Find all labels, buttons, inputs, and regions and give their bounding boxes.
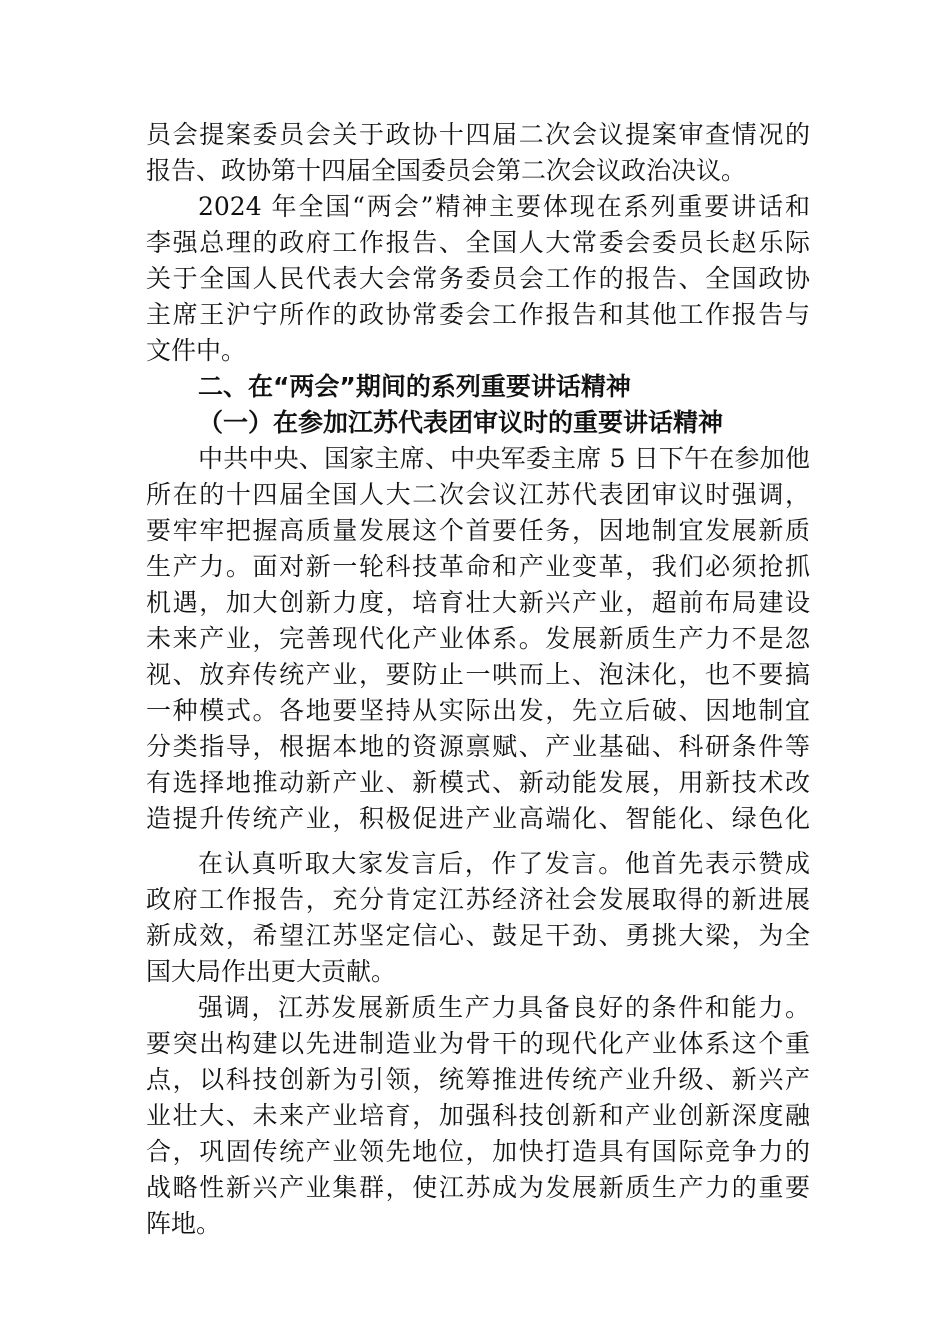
paragraph-line: 中共中央、国家主席、中央军委主席 5 日下午在参加他 bbox=[198, 444, 810, 473]
paragraph-line: 国大局作出更大贡献。 bbox=[146, 957, 397, 986]
paragraph-line: 员会提案委员会关于政协十四届二次会议提案审查情况的 bbox=[146, 120, 810, 149]
paragraph-line: 视、放弃传统产业，要防止一哄而上、泡沫化，也不要搞 bbox=[146, 660, 810, 689]
paragraph-line: 未来产业，完善现代化产业体系。发展新质生产力不是忽 bbox=[146, 624, 810, 653]
section-heading: 二、在“两会”期间的系列重要讲话精神 bbox=[198, 372, 631, 401]
paragraph-line: 文件中。 bbox=[146, 336, 247, 365]
paragraph-line: 政府工作报告，充分肯定江苏经济社会发展取得的新进展 bbox=[146, 885, 810, 914]
paragraph-line: 主席王沪宁所作的政协常委会工作报告和其他工作报告与 bbox=[146, 300, 810, 329]
paragraph-line: 业壮大、未来产业培育，加强科技创新和产业创新深度融 bbox=[146, 1101, 810, 1130]
paragraph-line: 关于全国人民代表大会常务委员会工作的报告、全国政协 bbox=[146, 264, 810, 293]
paragraph-line: 机遇，加大创新力度，培育壮大新兴产业，超前布局建设 bbox=[146, 588, 810, 617]
paragraph-line: 一种模式。各地要坚持从实际出发，先立后破、因地制宜 bbox=[146, 696, 810, 725]
paragraph-line: 生产力。面对新一轮科技革命和产业变革，我们必须抢抓 bbox=[146, 552, 810, 581]
paragraph-line: 李强总理的政府工作报告、全国人大常委会委员长赵乐际 bbox=[146, 228, 810, 257]
subsection-heading: （一）在参加江苏代表团审议时的重要讲话精神 bbox=[198, 408, 724, 437]
paragraph-line: 阵地。 bbox=[146, 1209, 222, 1238]
paragraph-line: 造提升传统产业，积极促进产业高端化、智能化、绿色化 bbox=[146, 804, 810, 833]
paragraph-line: 有选择地推动新产业、新模式、新动能发展，用新技术改 bbox=[146, 768, 810, 797]
paragraph-line: 所在的十四届全国人大二次会议江苏代表团审议时强调， bbox=[146, 480, 810, 509]
paragraph-line: 点，以科技创新为引领，统筹推进传统产业升级、新兴产 bbox=[146, 1065, 810, 1094]
paragraph-line: 2024 年全国“两会”精神主要体现在系列重要讲话和 bbox=[198, 192, 810, 221]
paragraph-line: 要牢牢把握高质量发展这个首要任务，因地制宜发展新质 bbox=[146, 516, 810, 545]
paragraph-line: 强调，江苏发展新质生产力具备良好的条件和能力。 bbox=[198, 993, 810, 1022]
paragraph-line: 要突出构建以先进制造业为骨干的现代化产业体系这个重 bbox=[146, 1029, 810, 1058]
paragraph-line: 分类指导，根据本地的资源禀赋、产业基础、科研条件等 bbox=[146, 732, 810, 761]
paragraph-line: 合，巩固传统产业领先地位，加快打造具有国际竞争力的 bbox=[146, 1137, 810, 1166]
paragraph-line: 新成效，希望江苏坚定信心、鼓足干劲、勇挑大梁，为全 bbox=[146, 921, 810, 950]
paragraph-line: 在认真听取大家发言后，作了发言。他首先表示赞成 bbox=[198, 849, 810, 878]
paragraph-line: 报告、政协第十四届全国委员会第二次会议政治决议。 bbox=[146, 156, 747, 185]
paragraph-line: 战略性新兴产业集群，使江苏成为发展新质生产力的重要 bbox=[146, 1173, 810, 1202]
